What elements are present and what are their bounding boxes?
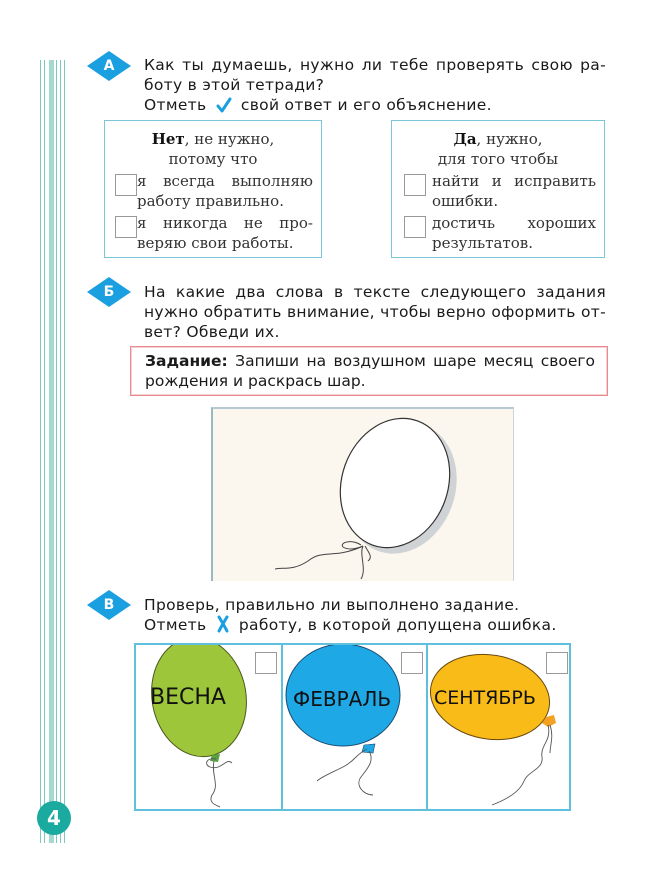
question-line: Проверь, правильно ли выполнено задание. — [144, 596, 520, 614]
option-box-yes — [391, 120, 605, 258]
answer-checkbox[interactable] — [404, 216, 426, 238]
question-line: Как ты думаешь, нужно ли тебе проверять свою ра- — [144, 56, 606, 74]
work-card-3 — [426, 645, 573, 809]
task-text: Запиши на воздушном шаре месяц своего рождения и раскрась шар. — [145, 352, 595, 390]
work-card-1 — [136, 645, 281, 809]
work-card-2 — [281, 645, 428, 809]
section-a-question — [144, 55, 606, 118]
balloon-outline-icon — [213, 409, 513, 581]
answer-checkbox[interactable] — [115, 216, 137, 238]
answer-checkbox[interactable] — [401, 652, 423, 674]
checkmark-icon — [216, 97, 232, 118]
task-label: Задание: — [145, 352, 228, 370]
option-item: я всегда выполняю работу правильно. — [105, 171, 321, 211]
option-item: я никогда не про-веряю свои работы. — [105, 213, 321, 253]
section-a-letter: А — [103, 58, 115, 74]
works-strip — [134, 643, 571, 811]
instruction-line: Отметь свой ответ и его объяснение. — [144, 95, 606, 118]
question-line: боту в этой тетради? — [144, 76, 325, 94]
answer-checkbox[interactable] — [115, 174, 137, 196]
task-box — [130, 346, 608, 396]
section-b-marker — [87, 277, 131, 307]
margin-lines — [40, 60, 65, 843]
question-text: На какие два слова в тексте следующего задания нужно обратить внимание, чтобы верно оформить от-вет? Обведи их. — [144, 283, 606, 341]
answer-checkbox[interactable] — [404, 174, 426, 196]
blank-balloon-image — [211, 407, 514, 581]
balloon-word: ФЕВРАЛЬ — [293, 687, 392, 711]
answer-checkbox[interactable] — [255, 652, 277, 674]
option-item: достичь хороших результатов. — [392, 213, 604, 253]
answer-checkbox[interactable] — [546, 652, 568, 674]
instruction-line: Отметь работу, в которой допущена ошибка. — [144, 615, 606, 638]
option-heading: Да, нужно, для того чтобы — [437, 130, 559, 168]
option-heading: Нет, не нужно, потому что — [151, 130, 275, 168]
section-a-marker — [87, 51, 131, 81]
option-item: найти и исправить ошибки. — [392, 171, 604, 211]
balloon-word: СЕНТЯБРЬ — [434, 687, 536, 709]
section-b-question — [144, 282, 606, 342]
section-v-marker — [87, 590, 131, 620]
option-box-no — [104, 120, 322, 258]
section-v-letter: В — [103, 597, 115, 613]
cross-mark-icon — [216, 615, 230, 638]
section-b-letter: Б — [103, 284, 115, 300]
page-number: 4 — [37, 801, 71, 835]
section-v-question — [144, 595, 606, 638]
balloon-word: ВЕСНА — [150, 685, 226, 710]
